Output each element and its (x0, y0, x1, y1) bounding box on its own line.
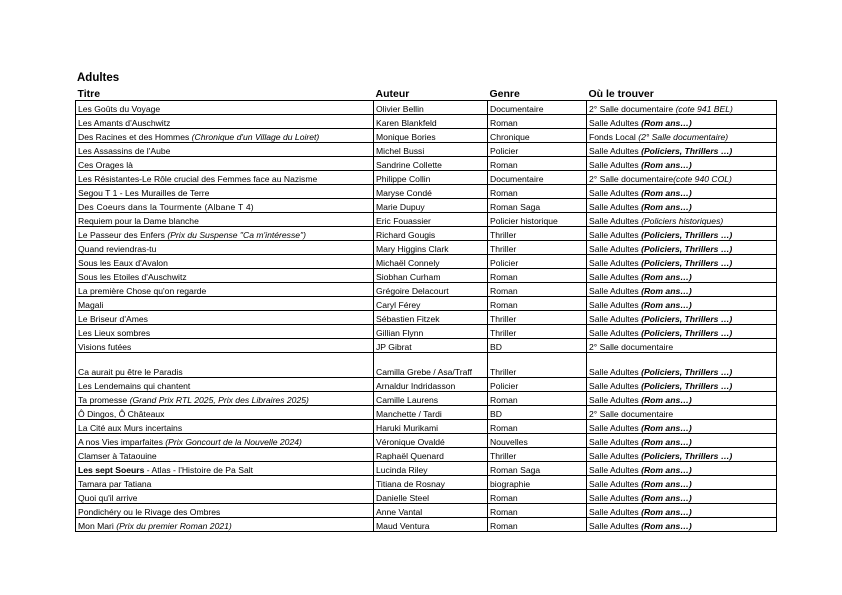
cell-genre: Roman (488, 420, 587, 434)
cell-genre: Thriller (488, 448, 587, 462)
table-row (76, 297, 777, 311)
cell-auteur: Arnaldur Indridasson (374, 378, 488, 392)
cell-auteur: Sébastien Fitzek (374, 311, 488, 325)
location-text: Salle Adultes (589, 146, 642, 156)
location-text: Salle Adultes (589, 451, 642, 461)
cell-lieu (587, 171, 777, 185)
cell-genre: Roman (488, 490, 587, 504)
location-note: (Rom ans…) (641, 160, 692, 170)
cell-genre: Policier (488, 378, 587, 392)
location-text: Salle Adultes (589, 381, 642, 391)
location-text: Salle Adultes (589, 160, 642, 170)
location-note: (Rom ans…) (641, 395, 692, 405)
book-title: Pondichéry ou le Rivage des Ombres (78, 507, 221, 517)
location-text: Salle Adultes (589, 188, 642, 198)
location-text: Salle Adultes (589, 300, 642, 310)
table-row (76, 325, 777, 339)
cell-titre (76, 420, 374, 434)
book-title: Les Assassins de l'Aube (78, 146, 171, 156)
location-note: (Policiers, Thrillers …) (641, 451, 733, 461)
cell-titre (76, 171, 374, 185)
cell-lieu (587, 185, 777, 199)
book-title-tail: - Atlas - l'Histoire de Pa Salt (144, 465, 254, 475)
location-text: Salle Adultes (589, 423, 642, 433)
table-row (76, 476, 777, 490)
book-title: Ca aurait pu être le Paradis (78, 367, 183, 377)
cell-titre (76, 504, 374, 518)
cell-lieu (587, 434, 777, 448)
cell-genre: Roman (488, 518, 587, 532)
cell-auteur: Haruki Murikami (374, 420, 488, 434)
location-note: (Rom ans…) (641, 493, 692, 503)
table-row (76, 101, 777, 115)
cell-genre: Thriller (488, 353, 587, 378)
header-titre: Titre (76, 88, 374, 101)
location-note: (Policiers, Thrillers …) (641, 146, 733, 156)
cell-lieu (587, 255, 777, 269)
book-title: Visions futées (78, 342, 132, 352)
location-text: Salle Adultes (589, 244, 642, 254)
cell-genre: Nouvelles (488, 434, 587, 448)
table-row (76, 406, 777, 420)
cell-lieu (587, 448, 777, 462)
cell-genre: BD (488, 406, 587, 420)
cell-auteur: Sandrine Collette (374, 157, 488, 171)
location-note: (Policiers, Thrillers …) (641, 367, 733, 377)
location-text: Salle Adultes (589, 328, 642, 338)
table-body (76, 101, 777, 532)
cell-genre: Thriller (488, 311, 587, 325)
book-title: Clamser à Tataouine (78, 451, 157, 461)
cell-lieu (587, 129, 777, 143)
location-text: Salle Adultes (589, 216, 642, 226)
cell-auteur: Olivier Bellin (374, 101, 488, 115)
cell-lieu (587, 490, 777, 504)
cell-lieu (587, 227, 777, 241)
location-note: (Rom ans…) (641, 286, 692, 296)
location-note: (Rom ans…) (641, 272, 692, 282)
table-row (76, 462, 777, 476)
cell-auteur: Maud Ventura (374, 518, 488, 532)
cell-genre: Roman (488, 297, 587, 311)
cell-genre: Documentaire (488, 171, 587, 185)
cell-lieu (587, 462, 777, 476)
section-title: Adultes (77, 72, 120, 84)
cell-genre: Documentaire (488, 101, 587, 115)
book-title: Magali (78, 300, 104, 310)
cell-genre: Thriller (488, 241, 587, 255)
table-row (76, 129, 777, 143)
location-text: 2° Salle documentaire (589, 104, 676, 114)
cell-genre: Roman Saga (488, 199, 587, 213)
cell-lieu (587, 420, 777, 434)
cell-titre (76, 476, 374, 490)
cell-titre (76, 199, 374, 213)
cell-titre (76, 518, 374, 532)
cell-genre: Chronique (488, 129, 587, 143)
location-note: (Policiers, Thrillers …) (641, 381, 733, 391)
cell-genre: Roman (488, 185, 587, 199)
location-note: (2° Salle documentaire) (638, 132, 729, 142)
table-row (76, 199, 777, 213)
location-note: (Rom ans…) (641, 521, 692, 531)
cell-titre (76, 283, 374, 297)
book-title: Les Résistantes-Le Rôle crucial des Femmes face au Nazisme (78, 174, 318, 184)
cell-titre (76, 311, 374, 325)
cell-genre: Roman (488, 269, 587, 283)
location-note: (Rom ans…) (641, 465, 692, 475)
table-row (76, 213, 777, 227)
book-title: Segou T 1 - Les Murailles de Terre (78, 188, 210, 198)
location-note: (Policiers, Thrillers …) (641, 258, 733, 268)
book-title: Ces Orages là (78, 160, 133, 170)
cell-auteur: Philippe Collin (374, 171, 488, 185)
cell-titre (76, 213, 374, 227)
table-row (76, 157, 777, 171)
book-title: Quand reviendras-tu (78, 244, 157, 254)
cell-lieu (587, 297, 777, 311)
cell-lieu (587, 518, 777, 532)
book-title: Les Lendemains qui chantent (78, 381, 191, 391)
table-row (76, 490, 777, 504)
cell-auteur: Monique Bories (374, 129, 488, 143)
cell-auteur: Lucinda Riley (374, 462, 488, 476)
location-note: (Rom ans…) (641, 300, 692, 310)
cell-titre (76, 157, 374, 171)
cell-lieu (587, 269, 777, 283)
book-title-note: (Prix Goncourt de la Nouvelle 2024) (165, 437, 302, 447)
book-title-note: (Chronique d'un Village du Loiret) (191, 132, 320, 142)
cell-titre (76, 434, 374, 448)
location-note: (Rom ans…) (641, 202, 692, 212)
cell-titre (76, 297, 374, 311)
cell-titre (76, 143, 374, 157)
cell-auteur: Manchette / Tardi (374, 406, 488, 420)
cell-genre: Roman (488, 504, 587, 518)
book-title: Tamara par Tatiana (78, 479, 152, 489)
cell-lieu (587, 143, 777, 157)
cell-lieu (587, 392, 777, 406)
location-text: Salle Adultes (589, 272, 642, 282)
cell-auteur: Richard Gougis (374, 227, 488, 241)
location-text: Salle Adultes (589, 118, 642, 128)
table-row (76, 227, 777, 241)
cell-lieu (587, 101, 777, 115)
cell-genre: Roman Saga (488, 462, 587, 476)
book-title-note: (Prix du premier Roman 2021) (116, 521, 232, 531)
cell-titre (76, 378, 374, 392)
location-text: 2° Salle documentaire (589, 409, 674, 419)
cell-lieu (587, 311, 777, 325)
location-note: (Rom ans…) (641, 437, 692, 447)
location-note: (Rom ans…) (641, 118, 692, 128)
book-title: Sous les Eaux d'Avalon (78, 258, 168, 268)
cell-lieu (587, 339, 777, 353)
cell-titre (76, 129, 374, 143)
table-row (76, 311, 777, 325)
book-title: Des Racines et des Hommes (78, 132, 192, 142)
cell-titre (76, 115, 374, 129)
book-title: Ta promesse (78, 395, 130, 405)
table-row (76, 434, 777, 448)
book-title: Le Briseur d'Ames (78, 314, 148, 324)
cell-auteur: Maryse Condé (374, 185, 488, 199)
cell-lieu (587, 353, 777, 378)
location-note: (Rom ans…) (641, 479, 692, 489)
location-text: Salle Adultes (589, 507, 642, 517)
cell-auteur: Marie Dupuy (374, 199, 488, 213)
cell-auteur: Danielle Steel (374, 490, 488, 504)
cell-lieu (587, 199, 777, 213)
table-row (76, 378, 777, 392)
cell-auteur: Siobhan Curham (374, 269, 488, 283)
location-text: Salle Adultes (589, 367, 642, 377)
cell-lieu (587, 213, 777, 227)
book-title: A nos Vies imparfaites (78, 437, 166, 447)
book-title: Les Goûts du Voyage (78, 104, 161, 114)
table-row (76, 255, 777, 269)
table-row (76, 185, 777, 199)
location-text: 2° Salle documentaire (589, 174, 674, 184)
table-row (76, 143, 777, 157)
cell-titre (76, 325, 374, 339)
book-title-note: (Grand Prix RTL 2025, Prix des Libraires 2025) (129, 395, 309, 405)
location-text: Salle Adultes (589, 395, 642, 405)
location-text: Salle Adultes (589, 493, 642, 503)
location-note: (Policiers, Thrillers …) (641, 314, 733, 324)
cell-auteur: Gillian Flynn (374, 325, 488, 339)
table-row (76, 283, 777, 297)
cell-titre (76, 227, 374, 241)
cell-titre (76, 406, 374, 420)
header-row (76, 88, 777, 101)
cell-auteur: Caryl Férey (374, 297, 488, 311)
location-note: (Rom ans…) (641, 188, 692, 198)
cell-auteur: Eric Fouassier (374, 213, 488, 227)
cell-auteur: JP Gibrat (374, 339, 488, 353)
book-title-note: (Prix du Suspense "Ca m'intéresse") (167, 230, 306, 240)
book-title: Les Lieux sombres (78, 328, 151, 338)
cell-titre (76, 185, 374, 199)
table-row (76, 392, 777, 406)
cell-genre: Roman (488, 392, 587, 406)
cell-auteur: Michel Bussi (374, 143, 488, 157)
cell-auteur: Karen Blankfeld (374, 115, 488, 129)
header-auteur: Auteur (374, 88, 488, 101)
location-text: Salle Adultes (589, 286, 642, 296)
cell-auteur: Raphaël Quenard (374, 448, 488, 462)
location-text: Salle Adultes (589, 465, 642, 475)
table-row (76, 504, 777, 518)
cell-auteur: Mary Higgins Clark (374, 241, 488, 255)
cell-genre: Policier (488, 143, 587, 157)
book-title: Quoi qu'il arrive (78, 493, 138, 503)
location-text: Salle Adultes (589, 479, 642, 489)
book-title: Ô Dingos, Ô Châteaux (78, 409, 165, 419)
cell-titre (76, 269, 374, 283)
cell-titre (76, 339, 374, 353)
cell-titre (76, 353, 374, 378)
location-text: Salle Adultes (589, 521, 642, 531)
table-row (76, 339, 777, 353)
cell-genre: Roman (488, 115, 587, 129)
location-text: Salle Adultes (589, 258, 642, 268)
cell-lieu (587, 406, 777, 420)
book-title: Les sept Soeurs (78, 465, 145, 475)
table-row (76, 171, 777, 185)
table-row (76, 353, 777, 378)
cell-genre: Policier historique (488, 213, 587, 227)
cell-titre (76, 255, 374, 269)
book-table (75, 88, 777, 532)
location-note: (Rom ans…) (641, 507, 692, 517)
book-title: Requiem pour la Dame blanche (78, 216, 199, 226)
location-text: Salle Adultes (589, 230, 642, 240)
location-text: Salle Adultes (589, 314, 642, 324)
location-note: (Policiers, Thrillers …) (641, 328, 733, 338)
table-row (76, 420, 777, 434)
cell-titre (76, 241, 374, 255)
cell-genre: Policier (488, 255, 587, 269)
location-note: (Rom ans…) (641, 423, 692, 433)
cell-auteur: Anne Vantal (374, 504, 488, 518)
cell-titre (76, 101, 374, 115)
table-row (76, 518, 777, 532)
cell-genre: Roman (488, 283, 587, 297)
book-title: Les Amants d'Auschwitz (78, 118, 171, 128)
cell-lieu (587, 157, 777, 171)
location-text: Salle Adultes (589, 202, 642, 212)
location-note: (Policiers, Thrillers …) (641, 230, 733, 240)
table-row (76, 448, 777, 462)
header-lieu: Où le trouver (587, 88, 777, 101)
cell-auteur: Grégoire Delacourt (374, 283, 488, 297)
cell-lieu (587, 476, 777, 490)
cell-lieu (587, 504, 777, 518)
cell-lieu (587, 283, 777, 297)
cell-auteur: Camille Laurens (374, 392, 488, 406)
cell-auteur: Titiana de Rosnay (374, 476, 488, 490)
cell-auteur: Camilla Grebe / Asa/Traff (374, 353, 488, 378)
book-title: La première Chose qu'on regarde (78, 286, 207, 296)
location-note: (cote 941 BEL) (675, 104, 733, 114)
location-text: 2° Salle documentaire (589, 342, 674, 352)
cell-genre: biographie (488, 476, 587, 490)
cell-titre (76, 392, 374, 406)
cell-auteur: Véronique Ovaldé (374, 434, 488, 448)
cell-titre (76, 462, 374, 476)
book-title: Des Coeurs dans la Tourmente (Albane T 4) (78, 202, 254, 212)
cell-genre: Thriller (488, 227, 587, 241)
book-title: Mon Mari (78, 521, 117, 531)
location-text: Salle Adultes (589, 437, 642, 447)
location-text: Fonds Local (589, 132, 639, 142)
book-title: Le Passeur des Enfers (78, 230, 168, 240)
location-note: (Policiers historiques) (641, 216, 724, 226)
book-title: La Cité aux Murs incertains (78, 423, 183, 433)
cell-genre: Roman (488, 157, 587, 171)
table-row (76, 269, 777, 283)
header-genre: Genre (488, 88, 587, 101)
cell-genre: BD (488, 339, 587, 353)
cell-lieu (587, 115, 777, 129)
table-row (76, 115, 777, 129)
cell-genre: Thriller (488, 325, 587, 339)
cell-titre (76, 490, 374, 504)
cell-lieu (587, 378, 777, 392)
cell-lieu (587, 241, 777, 255)
location-note: (cote 940 COL) (673, 174, 732, 184)
cell-auteur: Michaël Connely (374, 255, 488, 269)
location-note: (Policiers, Thrillers …) (641, 244, 733, 254)
book-title: Sous les Etoiles d'Auschwitz (78, 272, 187, 282)
table-row (76, 241, 777, 255)
cell-titre (76, 448, 374, 462)
cell-lieu (587, 325, 777, 339)
